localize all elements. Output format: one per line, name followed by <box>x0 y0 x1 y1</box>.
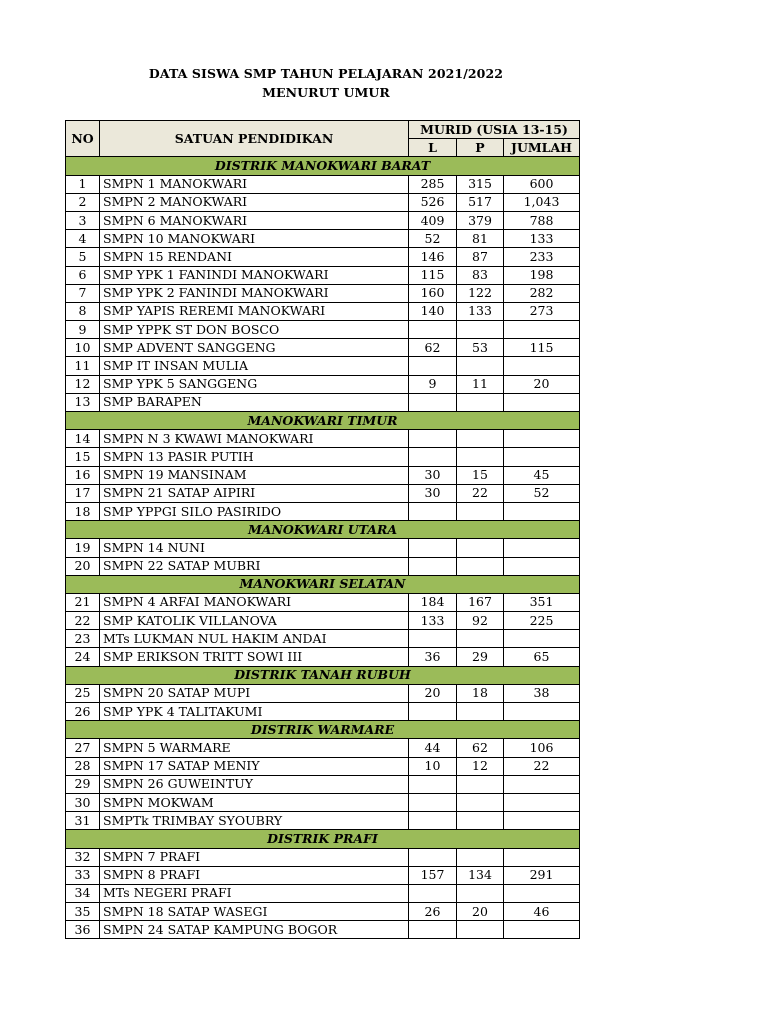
cell-school-name: SMP KATOLIK VILLANOVA <box>100 612 409 630</box>
cell-jumlah <box>504 812 580 830</box>
cell-school-name: SMPN 17 SATAP MENIY <box>100 757 409 775</box>
cell-jumlah: 788 <box>504 211 580 229</box>
cell-jumlah: 106 <box>504 739 580 757</box>
cell-school-name: SMPN MOKWAM <box>100 793 409 811</box>
cell-l: 36 <box>409 648 457 666</box>
district-name: MANOKWARI TIMUR <box>66 412 580 430</box>
cell-school-name: SMP YAPIS REREMI MANOKWARI <box>100 302 409 320</box>
cell-school-name: SMPN 5 WARMARE <box>100 739 409 757</box>
cell-p: 517 <box>457 193 504 211</box>
district-row <box>66 157 580 175</box>
cell-p: 134 <box>457 866 504 884</box>
cell-jumlah: 45 <box>504 466 580 484</box>
cell-l: 44 <box>409 739 457 757</box>
cell-no: 31 <box>66 812 100 830</box>
district-row <box>66 521 580 539</box>
table-row <box>66 884 580 902</box>
cell-no: 2 <box>66 193 100 211</box>
cell-p: 167 <box>457 593 504 611</box>
cell-l: 526 <box>409 193 457 211</box>
cell-p <box>457 393 504 411</box>
cell-no: 16 <box>66 466 100 484</box>
cell-no: 30 <box>66 793 100 811</box>
header-satuan-pendidikan: SATUAN PENDIDIKAN <box>100 121 409 157</box>
table-row <box>66 357 580 375</box>
table-row <box>66 248 580 266</box>
cell-jumlah: 22 <box>504 757 580 775</box>
cell-jumlah: 46 <box>504 903 580 921</box>
cell-jumlah: 291 <box>504 866 580 884</box>
cell-no: 34 <box>66 884 100 902</box>
cell-p: 83 <box>457 266 504 284</box>
cell-no: 32 <box>66 848 100 866</box>
table-row <box>66 193 580 211</box>
cell-l: 30 <box>409 466 457 484</box>
cell-p: 15 <box>457 466 504 484</box>
cell-no: 22 <box>66 612 100 630</box>
cell-jumlah <box>504 557 580 575</box>
cell-no: 14 <box>66 430 100 448</box>
district-row <box>66 830 580 848</box>
header-jumlah: JUMLAH <box>504 139 580 157</box>
cell-l: 133 <box>409 612 457 630</box>
cell-p <box>457 557 504 575</box>
cell-jumlah: 600 <box>504 175 580 193</box>
cell-school-name: SMPN 7 PRAFI <box>100 848 409 866</box>
cell-school-name: SMPN 22 SATAP MUBRI <box>100 557 409 575</box>
cell-jumlah: 233 <box>504 248 580 266</box>
cell-school-name: MTs LUKMAN NUL HAKIM ANDAI <box>100 630 409 648</box>
cell-school-name: SMPN 24 SATAP KAMPUNG BOGOR <box>100 921 409 939</box>
cell-no: 18 <box>66 502 100 520</box>
cell-no: 8 <box>66 302 100 320</box>
table-row <box>66 321 580 339</box>
table-row <box>66 284 580 302</box>
cell-no: 4 <box>66 230 100 248</box>
cell-school-name: SMPN 26 GUWEINTUY <box>100 775 409 793</box>
cell-no: 36 <box>66 921 100 939</box>
cell-p <box>457 502 504 520</box>
cell-school-name: SMPN 19 MANSINAM <box>100 466 409 484</box>
district-name: DISTRIK MANOKWARI BARAT <box>66 157 580 175</box>
cell-jumlah <box>504 393 580 411</box>
cell-school-name: SMPN 20 SATAP MUPI <box>100 684 409 702</box>
cell-no: 12 <box>66 375 100 393</box>
cell-l: 157 <box>409 866 457 884</box>
cell-l: 115 <box>409 266 457 284</box>
cell-l: 409 <box>409 211 457 229</box>
cell-l <box>409 357 457 375</box>
cell-jumlah: 198 <box>504 266 580 284</box>
cell-school-name: SMP YPK 1 FANINDI MANOKWARI <box>100 266 409 284</box>
cell-no: 5 <box>66 248 100 266</box>
cell-p <box>457 357 504 375</box>
table-row <box>66 903 580 921</box>
cell-p <box>457 921 504 939</box>
cell-p <box>457 539 504 557</box>
cell-l <box>409 921 457 939</box>
cell-school-name: SMP ADVENT SANGGENG <box>100 339 409 357</box>
cell-no: 6 <box>66 266 100 284</box>
table-row <box>66 539 580 557</box>
cell-p: 53 <box>457 339 504 357</box>
cell-jumlah <box>504 921 580 939</box>
cell-school-name: SMPN 8 PRAFI <box>100 866 409 884</box>
cell-school-name: SMP IT INSAN MULIA <box>100 357 409 375</box>
table-row <box>66 593 580 611</box>
table-row <box>66 375 580 393</box>
cell-no: 28 <box>66 757 100 775</box>
table-row <box>66 448 580 466</box>
cell-l <box>409 884 457 902</box>
cell-school-name: SMP YPK 5 SANGGENG <box>100 375 409 393</box>
cell-jumlah <box>504 357 580 375</box>
table-row <box>66 866 580 884</box>
cell-jumlah <box>504 703 580 721</box>
cell-p: 81 <box>457 230 504 248</box>
cell-p: 22 <box>457 484 504 502</box>
table-row <box>66 775 580 793</box>
cell-school-name: SMPN N 3 KWAWI MANOKWARI <box>100 430 409 448</box>
cell-jumlah: 225 <box>504 612 580 630</box>
cell-p <box>457 321 504 339</box>
cell-l: 26 <box>409 903 457 921</box>
cell-jumlah: 115 <box>504 339 580 357</box>
district-name: DISTRIK PRAFI <box>66 830 580 848</box>
district-name: MANOKWARI SELATAN <box>66 575 580 593</box>
cell-jumlah <box>504 775 580 793</box>
cell-l <box>409 393 457 411</box>
table-row <box>66 757 580 775</box>
table-row <box>66 648 580 666</box>
cell-l: 52 <box>409 230 457 248</box>
table-row <box>66 921 580 939</box>
cell-jumlah <box>504 448 580 466</box>
cell-no: 17 <box>66 484 100 502</box>
cell-p: 18 <box>457 684 504 702</box>
cell-school-name: SMPN 10 MANOKWARI <box>100 230 409 248</box>
student-data-table <box>65 120 580 939</box>
table-row <box>66 793 580 811</box>
cell-l <box>409 557 457 575</box>
cell-p <box>457 430 504 448</box>
cell-l <box>409 793 457 811</box>
cell-school-name: SMPN 14 NUNI <box>100 539 409 557</box>
cell-jumlah: 1,043 <box>504 193 580 211</box>
table-row <box>66 393 580 411</box>
cell-jumlah <box>504 321 580 339</box>
cell-l: 285 <box>409 175 457 193</box>
cell-jumlah: 133 <box>504 230 580 248</box>
cell-p <box>457 884 504 902</box>
cell-l <box>409 775 457 793</box>
district-row <box>66 575 580 593</box>
cell-school-name: SMP YPPGI SILO PASIRIDO <box>100 502 409 520</box>
cell-jumlah: 20 <box>504 375 580 393</box>
cell-no: 19 <box>66 539 100 557</box>
district-row <box>66 666 580 684</box>
cell-jumlah: 282 <box>504 284 580 302</box>
cell-school-name: SMPN 18 SATAP WASEGI <box>100 903 409 921</box>
cell-p <box>457 775 504 793</box>
cell-no: 26 <box>66 703 100 721</box>
cell-jumlah <box>504 793 580 811</box>
cell-l <box>409 848 457 866</box>
cell-l: 160 <box>409 284 457 302</box>
cell-p <box>457 703 504 721</box>
cell-school-name: SMPN 6 MANOKWARI <box>100 211 409 229</box>
cell-school-name: MTs NEGERI PRAFI <box>100 884 409 902</box>
table-row <box>66 230 580 248</box>
table-row <box>66 175 580 193</box>
cell-jumlah: 52 <box>504 484 580 502</box>
cell-no: 35 <box>66 903 100 921</box>
cell-l <box>409 448 457 466</box>
cell-no: 1 <box>66 175 100 193</box>
cell-l <box>409 812 457 830</box>
district-row <box>66 412 580 430</box>
cell-jumlah <box>504 430 580 448</box>
cell-jumlah <box>504 502 580 520</box>
cell-no: 11 <box>66 357 100 375</box>
cell-school-name: SMP YPPK ST DON BOSCO <box>100 321 409 339</box>
cell-p: 87 <box>457 248 504 266</box>
cell-p: 12 <box>457 757 504 775</box>
table-row <box>66 739 580 757</box>
cell-school-name: SMP YPK 2 FANINDI MANOKWARI <box>100 284 409 302</box>
cell-jumlah <box>504 884 580 902</box>
table-row <box>66 612 580 630</box>
cell-jumlah <box>504 539 580 557</box>
table-row <box>66 484 580 502</box>
cell-p: 122 <box>457 284 504 302</box>
cell-no: 27 <box>66 739 100 757</box>
district-name: DISTRIK WARMARE <box>66 721 580 739</box>
district-row <box>66 721 580 739</box>
table-row <box>66 557 580 575</box>
table-row <box>66 466 580 484</box>
cell-l <box>409 539 457 557</box>
cell-no: 25 <box>66 684 100 702</box>
table-row <box>66 684 580 702</box>
district-name: MANOKWARI UTARA <box>66 521 580 539</box>
cell-no: 23 <box>66 630 100 648</box>
table-row <box>66 266 580 284</box>
document-subtitle: MENURUT UMUR <box>262 85 390 100</box>
cell-jumlah <box>504 848 580 866</box>
cell-l <box>409 703 457 721</box>
header-l: L <box>409 139 457 157</box>
table-body <box>66 157 580 939</box>
document-title: DATA SISWA SMP TAHUN PELAJARAN 2021/2022 <box>148 66 504 81</box>
cell-school-name: SMP BARAPEN <box>100 393 409 411</box>
cell-no: 3 <box>66 211 100 229</box>
cell-l: 9 <box>409 375 457 393</box>
cell-p: 62 <box>457 739 504 757</box>
cell-school-name: SMPN 2 MANOKWARI <box>100 193 409 211</box>
table-row <box>66 502 580 520</box>
cell-p: 11 <box>457 375 504 393</box>
table-row <box>66 812 580 830</box>
cell-l: 20 <box>409 684 457 702</box>
cell-l <box>409 630 457 648</box>
cell-p <box>457 630 504 648</box>
cell-jumlah <box>504 630 580 648</box>
cell-p: 379 <box>457 211 504 229</box>
cell-no: 15 <box>66 448 100 466</box>
cell-no: 9 <box>66 321 100 339</box>
district-name: DISTRIK TANAH RUBUH <box>66 666 580 684</box>
cell-no: 13 <box>66 393 100 411</box>
table-row <box>66 211 580 229</box>
table-row <box>66 302 580 320</box>
cell-school-name: SMPN 15 RENDANI <box>100 248 409 266</box>
cell-l: 10 <box>409 757 457 775</box>
cell-no: 10 <box>66 339 100 357</box>
cell-no: 29 <box>66 775 100 793</box>
cell-school-name: SMP ERIKSON TRITT SOWI III <box>100 648 409 666</box>
cell-l <box>409 430 457 448</box>
table-row <box>66 430 580 448</box>
cell-school-name: SMPN 21 SATAP AIPIRI <box>100 484 409 502</box>
table-row <box>66 848 580 866</box>
cell-p: 133 <box>457 302 504 320</box>
cell-l: 184 <box>409 593 457 611</box>
cell-l: 140 <box>409 302 457 320</box>
cell-jumlah: 351 <box>504 593 580 611</box>
cell-l: 146 <box>409 248 457 266</box>
cell-jumlah: 38 <box>504 684 580 702</box>
table-row <box>66 630 580 648</box>
cell-p <box>457 448 504 466</box>
cell-no: 21 <box>66 593 100 611</box>
cell-l: 30 <box>409 484 457 502</box>
cell-school-name: SMPN 13 PASIR PUTIH <box>100 448 409 466</box>
cell-no: 33 <box>66 866 100 884</box>
cell-p: 92 <box>457 612 504 630</box>
cell-school-name: SMP YPK 4 TALITAKUMI <box>100 703 409 721</box>
cell-p: 29 <box>457 648 504 666</box>
header-no: NO <box>66 121 100 157</box>
cell-p <box>457 812 504 830</box>
table-row <box>66 339 580 357</box>
cell-no: 7 <box>66 284 100 302</box>
cell-no: 24 <box>66 648 100 666</box>
cell-school-name: SMPN 4 ARFAI MANOKWARI <box>100 593 409 611</box>
cell-l: 62 <box>409 339 457 357</box>
cell-l <box>409 321 457 339</box>
cell-p <box>457 848 504 866</box>
cell-school-name: SMPN 1 MANOKWARI <box>100 175 409 193</box>
cell-school-name: SMPTk TRIMBAY SYOUBRY <box>100 812 409 830</box>
cell-jumlah: 65 <box>504 648 580 666</box>
cell-no: 20 <box>66 557 100 575</box>
cell-p: 20 <box>457 903 504 921</box>
table-row <box>66 703 580 721</box>
cell-p: 315 <box>457 175 504 193</box>
cell-jumlah: 273 <box>504 302 580 320</box>
header-murid: MURID (USIA 13-15) <box>409 121 580 139</box>
cell-p <box>457 793 504 811</box>
cell-l <box>409 502 457 520</box>
header-p: P <box>457 139 504 157</box>
